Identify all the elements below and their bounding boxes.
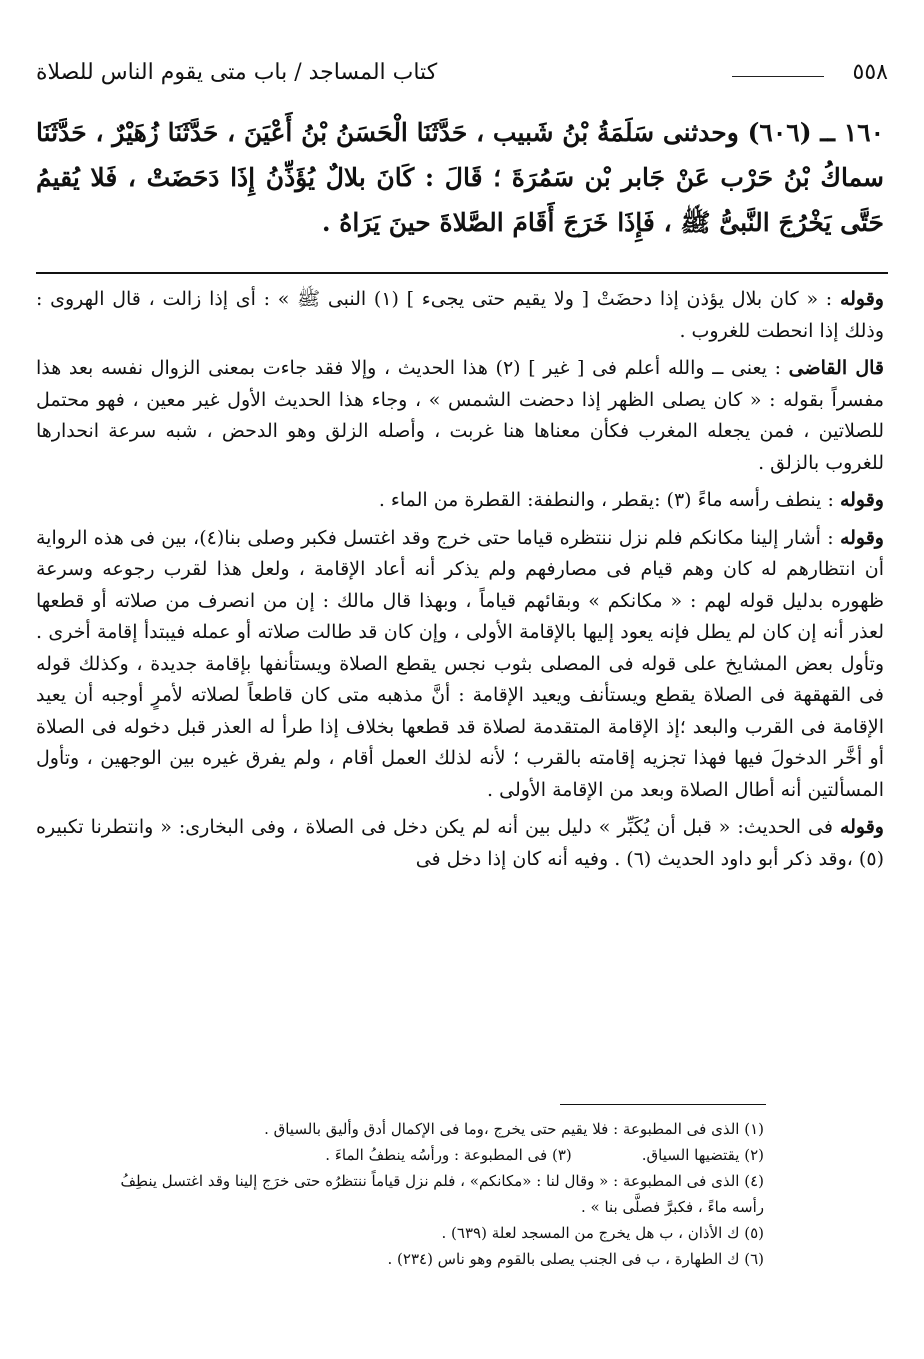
paragraph-lead: وقوله	[839, 489, 884, 511]
running-title: كتاب المساجد / باب متى يقوم الناس للصلاة	[36, 60, 438, 85]
section-divider	[36, 272, 888, 274]
footnote: (٣) فى المطبوعة : ورأسُه ينطفُ الماءَ .	[325, 1146, 572, 1164]
commentary-paragraph	[36, 485, 884, 517]
commentary-paragraph	[36, 284, 884, 347]
paragraph-text: : « كان بلال يؤذن إذا دحضَتْ [ ولا يقيم حتى يجىء ] (١) النبى ﷺ » : أى إذا زالت ، قال الهروى : وذلك إذا انحطت للغروب .	[36, 288, 884, 342]
footnote: (٢) يقتضيها السياق.	[641, 1146, 764, 1164]
paragraph-lead: وقوله	[839, 816, 884, 838]
paragraph-text: : ينطف رأسه ماءً (٣) :يقطر ، والنطفة: القطرة من الماء .	[378, 489, 834, 511]
footnote: (٤) الذى فى المطبوعة : « وقال لنا : «مكانكم» ، فلم نزل قياماً ننتظرُه حتى خرَج إلينا وقد اغتسل ينطِفُ رأسه ماءً ، فكبرَّ فصلَّى بنا » .	[120, 1172, 764, 1216]
paragraph-text: فى الحديث: « قبل أن يُكَبِّر » دليل بين أنه لم يكن دخل فى الصلاة ، وفى البخارى: « وانتطرنا تكبيره (٥) ،وقد ذكر أبو داود الحديث (٦) . وفيه أنه كان إذا دخل فى	[36, 816, 884, 870]
page-number: ٥٥٨	[852, 60, 888, 85]
footnote-row	[120, 1142, 764, 1168]
paragraph-text: : أشار إلينا مكانكم فلم نزل ننتظره قياما حتى خرج وقد اغتسل فكبر وصلى بنا(٤)، بين فى هذه الرواية أن انتظارهم له كان وهم قيام فى مصارفهم ولم يذكر أنه أعاد الإقامة ، ولعل هذا لقرب رجوعه وسرعة ظهوره بدليل قوله لهم : « مكانكم » وبقائهم قياماً ، وبهذا قال مالك : إن من انصرف من صلاته أو قطعها لعذر أنه إن كان لم يطل فإنه يعود إليها بالإقامة الأولى ، وإن كان قد طالت صلاته أو عمله فيبتدأ إقامة أخرى . وتأول بعض المشايخ على قوله فى المصلى بثوب نجس يقطع الصلاة ويستأنفها بإقامة جديدة ، وكذلك قوله فى القهقهة فى الصلاة يقطع ويستأنف ويعيد الإقامة : أنَّ مذهبه متى كان قاطعاً لصلاته لأمرٍ أوجبه أن يعيد الإقامة فى القرب والبعد ؛إذ الإقامة المتقدمة لصلاة قد قطعها بخلاف إذا طرأ له العذر قبل دخوله فى الصلاة أو أخَّر الدخولَ فيها فهذا تجزيه إقامته بالقرب ؛ لأنه لذلك العمل أقام ، ولم يفرق غيره بين الوجهين ، وتأول المسألتين أنه أطال الصلاة وبعد من الإقامة الأولى .	[36, 526, 884, 801]
commentary-paragraph	[36, 812, 884, 875]
footnote: (٥) ك الأذان ، ب هل يخرج من المسجد لعلة (٦٣٩) .	[441, 1224, 764, 1242]
commentary-paragraph	[36, 353, 884, 479]
paragraph-text: : يعنى ــ والله أعلم فى [ غير ] (٢) هذا الحديث ، وإلا فقد جاءت بمعنى الزوال نفسه بعد هذا مفسراً بقوله : « كان يصلى الظهر إذا دحضت الشمس » ، وجاء هذا الحديث الأول غير معين ، فهو محتمل للصلاتين ، فمن يجعله المغرب فكأن معناها هنا غربت ، وأصله الزلق وهو الدحض ، شبه سرعة انحدارها للغروب بالزلق .	[36, 357, 884, 474]
footnote: (٦) ك الطهارة ، ب فى الجنب يصلى بالقوم وهو ناس (٢٣٤) .	[387, 1250, 764, 1268]
footnotes	[120, 1116, 764, 1272]
header-rule	[732, 76, 824, 77]
footnote-divider	[560, 1104, 766, 1105]
commentary-paragraph	[36, 523, 884, 807]
paragraph-lead: وقوله	[839, 288, 884, 310]
hadith-text: ١٦٠ ــ (٦٠٦) وحدثنى سَلَمَةُ بْنُ شَبيب ، حَدَّثَنَا الْحَسَنُ بْنُ أَعْيَنَ ، حَدَّثَنَا زُهَيْرٌ ، حَدَّثَنَا سماكُ بْنُ حَرْب عَنْ جَابر بْن سَمُرَةَ ؛ قَالَ : كَانَ بلالٌ يُؤَذِّنُ إِذَا دَحَضَتْ ، فَلا يُقيمُ حَتَّى يَخْرُجَ النَّبىُّ ﷺ ، فَإِذَا خَرَجَ أَقَامَ الصَّلاةَ حينَ يَرَاهُ .	[36, 118, 885, 237]
footnote: (١) الذى فى المطبوعة : فلا يقيم حتى يخرج ،وما فى الإكمال أدق وأليق بالسياق .	[264, 1120, 764, 1138]
paragraph-lead: قال القاضى	[788, 357, 884, 379]
page-header	[36, 58, 888, 94]
commentary	[36, 284, 884, 881]
paragraph-lead: وقوله	[839, 526, 884, 549]
